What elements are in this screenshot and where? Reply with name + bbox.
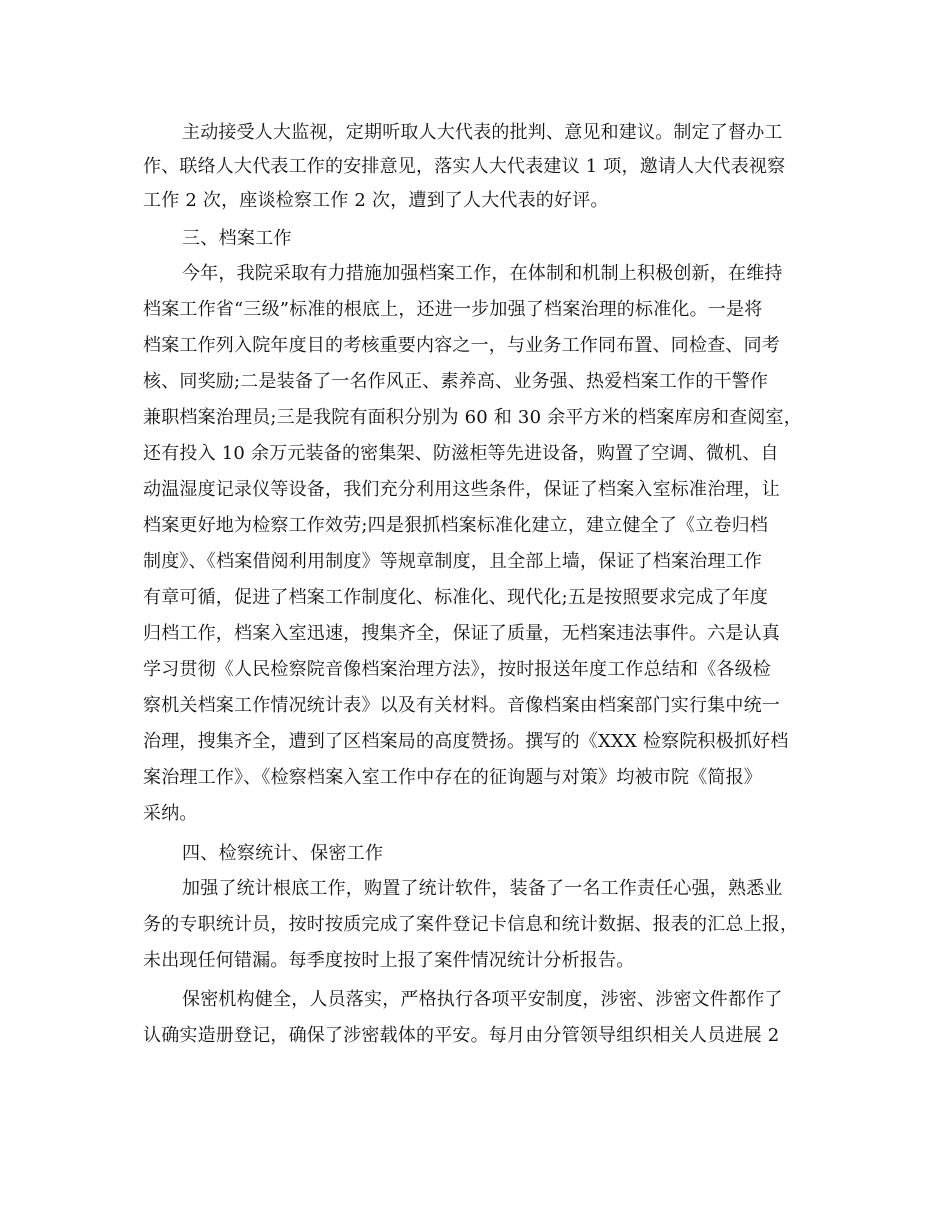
paragraph-line: 务的专职统计员，按时按质完成了案件登记卡信息和统计数据、报表的汇总上报， bbox=[143, 914, 799, 935]
section-heading: 三、档案工作 bbox=[182, 228, 292, 249]
paragraph-line: 采纳。 bbox=[143, 803, 198, 824]
paragraph-line: 兼职档案治理员;三是我院有面积分别为 60 和 30 余平方米的档案库房和查阅室， bbox=[143, 407, 802, 428]
paragraph-line: 还有投入 10 余万元装备的密集架、防滋柜等先进设备，购置了空调、微机、自 bbox=[143, 443, 779, 464]
paragraph-line: 制度》、《档案借阅利用制度》等规章制度，且全部上墙，保证了档案治理工作 bbox=[143, 551, 762, 572]
paragraph-line: 核、同奖励;二是装备了一名作风正、素养高、业务强、热爱档案工作的干警作 bbox=[143, 371, 769, 392]
paragraph-line: 档案工作省“三级”标准的根底上，还进一步加强了档案治理的标准化。一是将 bbox=[143, 299, 763, 320]
section-heading: 四、检察统计、保密工作 bbox=[182, 843, 384, 864]
paragraph-line: 动温湿度记录仪等设备，我们充分利用这些条件，保证了档案入室标准治理，让 bbox=[143, 479, 780, 500]
paragraph-line: 档案工作列入院年度目的考核重要内容之一，与业务工作同布置、同检查、同考 bbox=[143, 335, 780, 356]
paragraph-line: 加强了统计根底工作，购置了统计软件，装备了一名工作责任心强，熟悉业 bbox=[182, 878, 783, 899]
paragraph-line: 学习贯彻《人民检察院音像档案治理方法》，按时报送年度工作总结和《各级检 bbox=[143, 659, 771, 680]
paragraph-line: 工作 2 次，座谈检察工作 2 次，遭到了人大代表的好评。 bbox=[143, 190, 609, 211]
paragraph-line: 档案更好地为检察工作效劳;四是狠抓档案标准化建立，建立健全了《立卷归档 bbox=[143, 515, 769, 536]
paragraph-line: 主动接受人大监视，定期听取人大代表的批判、意见和建议。制定了督办工 bbox=[182, 122, 783, 143]
paragraph-line: 未出现任何错漏。每季度按时上报了案件情况统计分析报告。 bbox=[143, 950, 635, 971]
paragraph-line: 有章可循，促进了档案工作制度化、标准化、现代化;五是按照要求完成了年度 bbox=[143, 587, 769, 608]
paragraph-line: 作、联络人大代表工作的安排意见，落实人大代表建议 1 项，邀请人大代表视察 bbox=[143, 156, 786, 177]
paragraph-line: 保密机构健全，人员落实，严格执行各项平安制度，涉密、涉密文件都作了 bbox=[182, 989, 783, 1010]
paragraph-line: 今年，我院采取有力措施加强档案工作，在体制和机制上积极创新，在维持 bbox=[182, 263, 783, 284]
paragraph-line: 治理，搜集齐全，遭到了区档案局的高度赞扬。撰写的《XXX 检察院积极抓好档 bbox=[143, 731, 789, 752]
paragraph-line: 察机关档案工作情况统计表》以及有关材料。音像档案由档案部门实行集中统一 bbox=[143, 695, 780, 716]
paragraph-line: 认确实造册登记，确保了涉密载体的平安。每月由分管领导组织相关人员进展 2 bbox=[143, 1025, 780, 1046]
paragraph-line: 归档工作，档案入室迅速，搜集齐全，保证了质量，无档案违法事件。六是认真 bbox=[143, 623, 780, 644]
paragraph-line: 案治理工作》、《检察档案入室工作中存在的征询题与对策》均被市院《简报》 bbox=[143, 767, 762, 788]
